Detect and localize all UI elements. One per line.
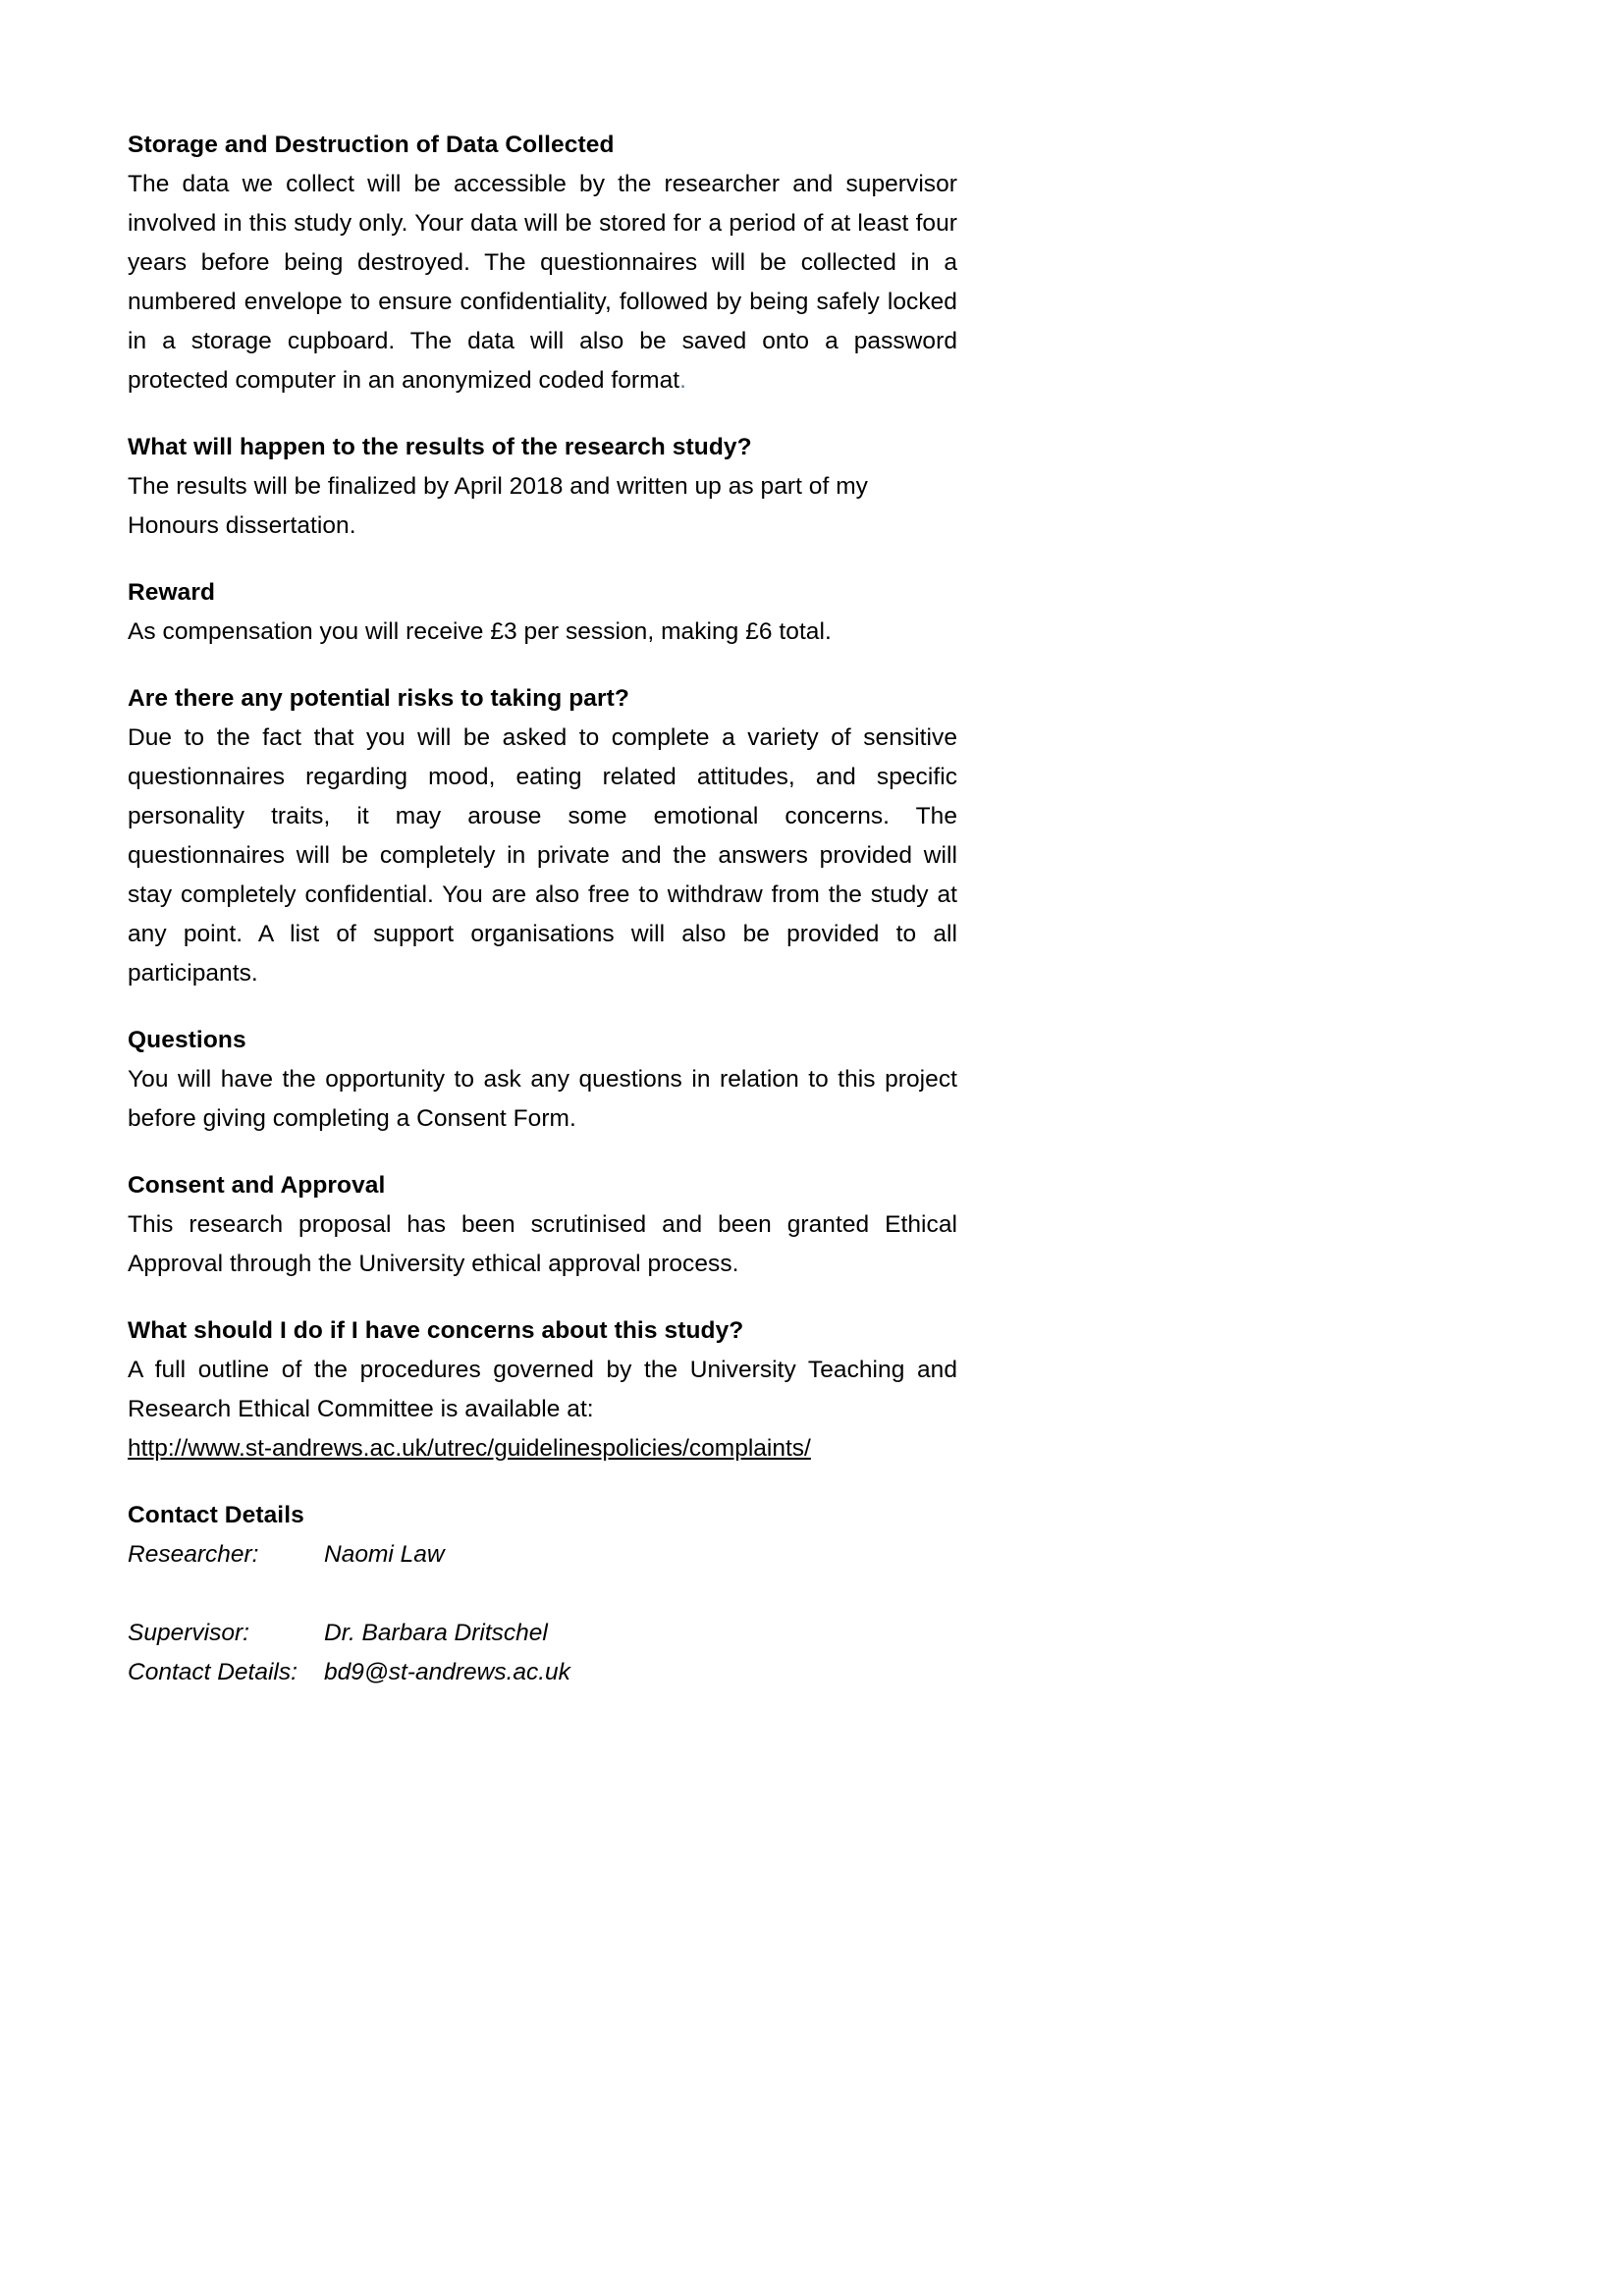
- section-body-questions: You will have the opportunity to ask any questions in relation to this project before giving completing a Consent Form.: [128, 1066, 957, 1132]
- contact-row-email: [128, 1653, 957, 1692]
- section-body-text: The data we collect will be accessible by the researcher and supervisor involved in this study only. Your data will be stored for a period of at least four years before being destroyed. The questionnaires will be collected in a numbered envelope to ensure confidentiality, followed by being safely locked in a storage cupboard. The data will also be saved onto a password protected computer in an anonymized coded format: [128, 171, 957, 394]
- section-questions: [128, 1021, 957, 1139]
- contact-value-email[interactable]: bd9@st-andrews.ac.uk: [324, 1659, 570, 1685]
- section-body-concerns: A full outline of the procedures governed by the University Teaching and Research Ethical Committee is available at:: [128, 1357, 957, 1422]
- section-body-reward: As compensation you will receive £3 per session, making £6 total.: [128, 618, 832, 645]
- section-heading-concerns: What should I do if I have concerns about this study?: [128, 1317, 744, 1344]
- contact-row-supervisor: [128, 1614, 957, 1653]
- section-consent-approval: [128, 1166, 957, 1284]
- section-concerns: [128, 1311, 957, 1468]
- section-contact-details: [128, 1496, 957, 1692]
- section-storage-destruction: [128, 126, 957, 400]
- section-heading-reward: Reward: [128, 579, 216, 606]
- contact-value-researcher: Naomi Law: [324, 1541, 445, 1568]
- contact-label-email: Contact Details:: [128, 1659, 298, 1685]
- trailing-period: .: [679, 367, 686, 394]
- utrec-complaints-link[interactable]: http://www.st-andrews.ac.uk/utrec/guidelinespolicies/complaints/: [128, 1435, 811, 1462]
- contact-label-supervisor: Supervisor:: [128, 1620, 249, 1646]
- section-reward: [128, 573, 957, 652]
- section-results: [128, 428, 957, 546]
- section-heading-risks: Are there any potential risks to taking part?: [128, 685, 629, 712]
- contact-row-researcher: [128, 1535, 957, 1575]
- section-risks: [128, 679, 957, 993]
- contact-value-supervisor: Dr. Barbara Dritschel: [324, 1620, 548, 1646]
- section-body-results: The results will be finalized by April 2018 and written up as part of my Honours dissertation.: [128, 473, 868, 539]
- contact-spacer: [128, 1575, 957, 1614]
- section-heading-consent-approval: Consent and Approval: [128, 1172, 386, 1199]
- section-heading-results: What will happen to the results of the research study?: [128, 434, 752, 460]
- section-body-risks: Due to the fact that you will be asked to complete a variety of sensitive questionnaires regarding mood, eating related attitudes, and specific personality traits, it may arouse some emotional concerns. The questionnaires will be completely in private and the answers provided will stay completely confidential. You are also free to withdraw from the study at any point. A list of support organisations will also be provided to all participants.: [128, 724, 957, 987]
- section-heading-questions: Questions: [128, 1027, 246, 1053]
- section-heading-storage-destruction: Storage and Destruction of Data Collected: [128, 132, 615, 158]
- contact-label-researcher: Researcher:: [128, 1541, 259, 1568]
- section-body-consent-approval: This research proposal has been scrutinised and been granted Ethical Approval through the University ethical approval process.: [128, 1211, 957, 1277]
- document-body: [128, 126, 957, 1692]
- section-heading-contact-details: Contact Details: [128, 1502, 304, 1528]
- section-body-storage-destruction: [128, 165, 957, 400]
